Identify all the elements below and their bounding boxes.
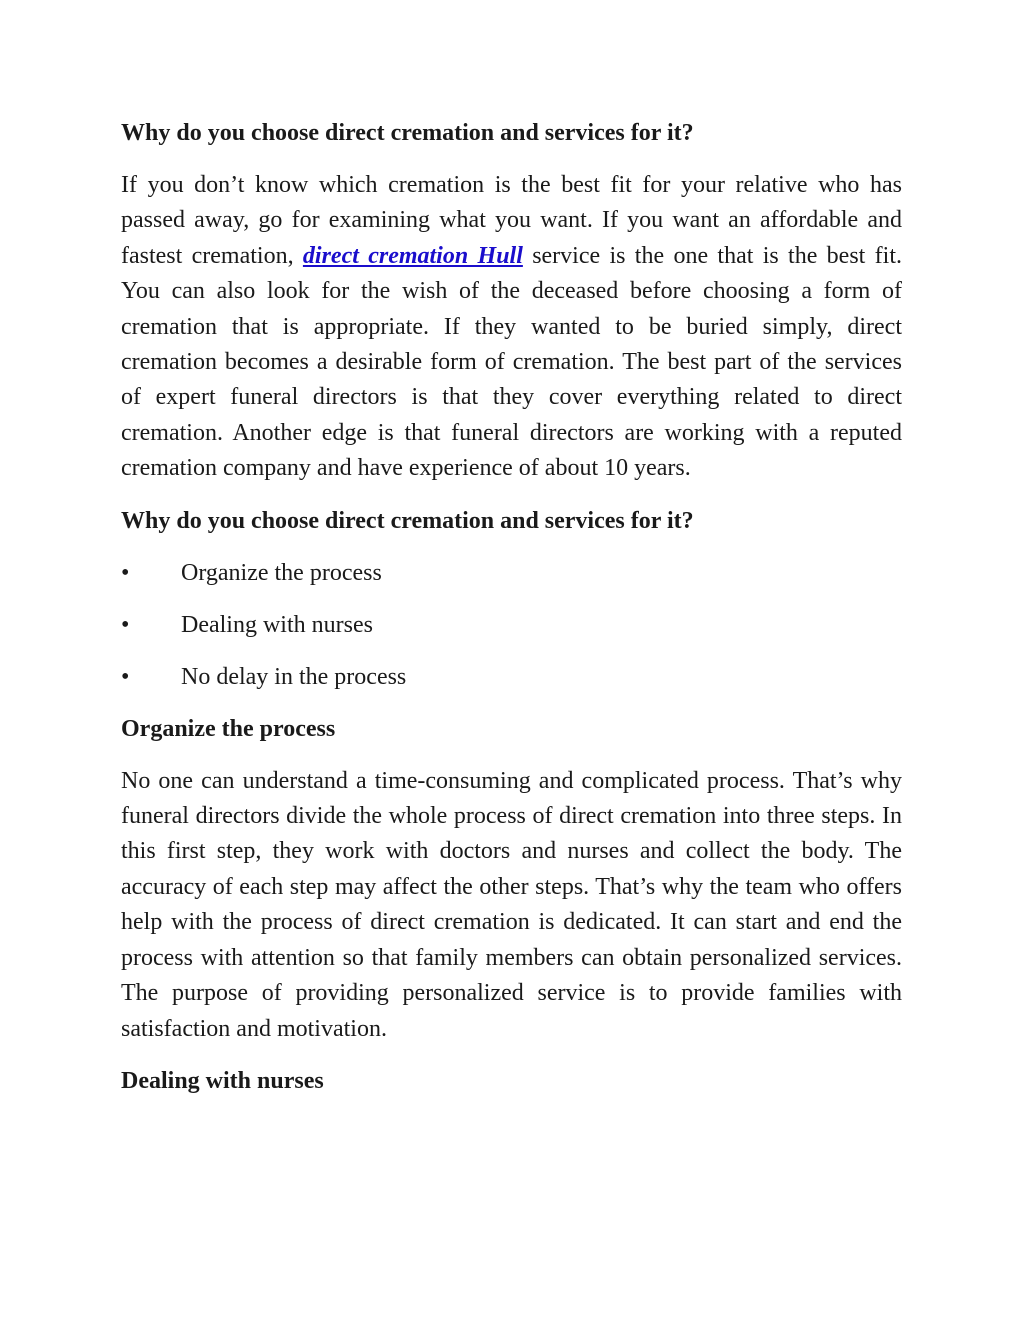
- spacer: [121, 487, 902, 504]
- intro-paragraph: [121, 168, 902, 487]
- document-page: [121, 116, 902, 1099]
- list-item-label: Organize the process: [181, 559, 382, 586]
- section-heading-why-choose-repeat: Why do you choose direct cremation and services for it?: [121, 507, 694, 534]
- bullet-icon: •: [121, 663, 130, 690]
- paragraph-text-after-link: service is the one that is the best fit. You can also look for the wish of the deceased before choosing a form of cremation that is appropriate. If they wanted to be buried simply, direct cremation becomes a desirable form of cremation. The best part of the services of expert funeral directors is that they cover everything related to direct cremation. Another edge is that funeral directors are working with a reputed cremation company and have experience of about 10 years.: [121, 242, 902, 482]
- paragraph-text-before-link: If you don’t know which cremation is the best fit for your relative who has passed away, go for examining what you want. If you want an affordable and fastest cremation,: [121, 172, 902, 269]
- direct-cremation-hull-link[interactable]: direct cremation Hull: [302, 242, 523, 269]
- section-heading-nurses: Dealing with nurses: [121, 1067, 324, 1094]
- list-item: [121, 556, 902, 591]
- spacer: [121, 539, 902, 556]
- bullet-icon: •: [121, 611, 130, 638]
- spacer: [121, 747, 902, 764]
- section-heading-why-choose: Why do you choose direct cremation and services for it?: [121, 120, 694, 146]
- bullet-icon: •: [121, 559, 130, 586]
- section-heading-organize: Organize the process: [121, 715, 336, 742]
- list-item: [121, 660, 902, 695]
- organize-paragraph: No one can understand a time-consuming and complicated process. That’s why funeral directors divide the whole process of direct cremation into three steps. In this first step, they work with doctors and nurses and collect the body. The accuracy of each step may affect the other steps. That’s why the team who offers help with the process of direct cremation is dedicated. It can start and end the process with attention so that family members can obtain personalized services. The purpose of providing personalized service is to provide families with satisfaction and motivation.: [121, 767, 902, 1042]
- list-item-label: Dealing with nurses: [181, 611, 373, 638]
- spacer: [121, 151, 902, 168]
- spacer: [121, 1047, 902, 1064]
- list-item-label: No delay in the process: [181, 663, 407, 690]
- list-item: [121, 608, 902, 643]
- services-bullet-list: [121, 556, 902, 695]
